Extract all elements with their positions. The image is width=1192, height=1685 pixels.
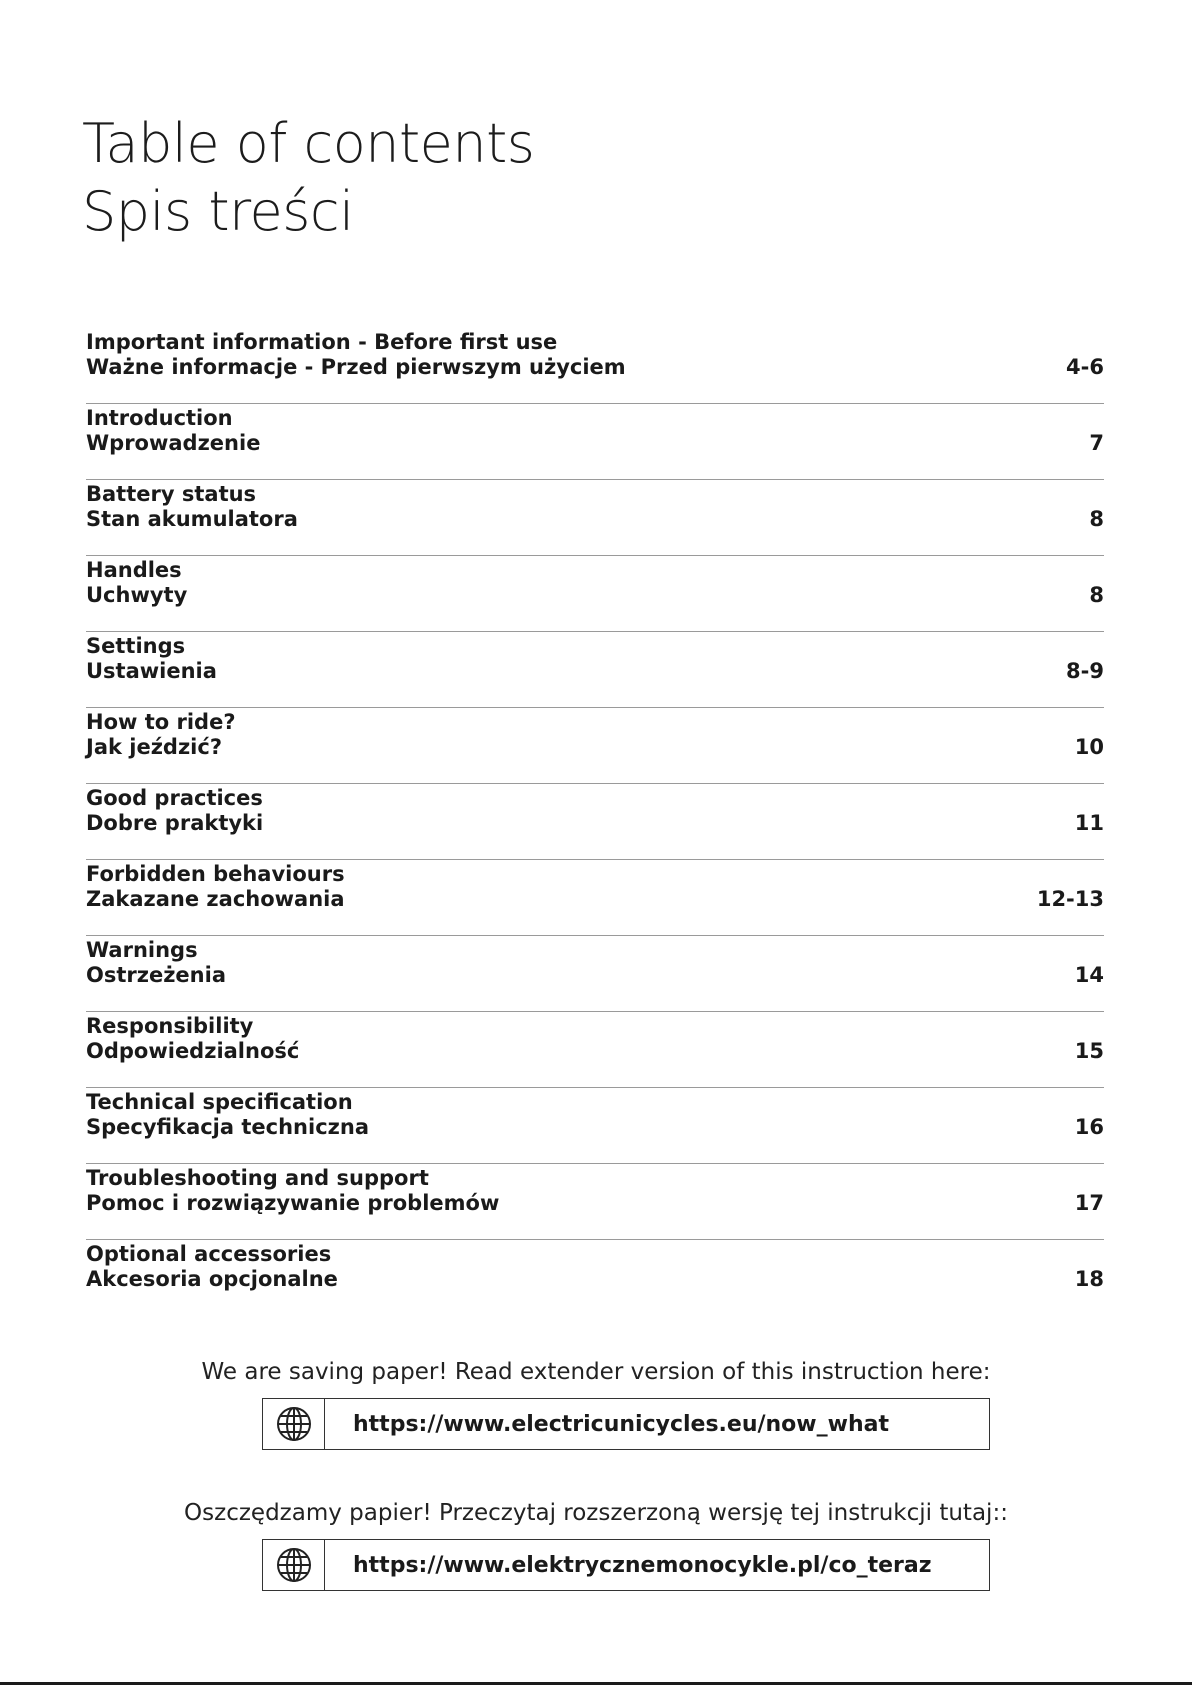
toc-entry[interactable]: [86, 860, 1104, 936]
toc-page-number: 11: [1074, 811, 1104, 835]
toc-page-number: 15: [1074, 1039, 1104, 1063]
table-of-contents: [86, 328, 1104, 1316]
title-english: Table of contents: [82, 112, 535, 175]
toc-title-english: Troubleshooting and support: [86, 1166, 429, 1190]
link-box-english[interactable]: [262, 1398, 990, 1450]
page-title: [82, 110, 534, 246]
title-polish: Spis treści: [82, 180, 354, 243]
toc-title-english: How to ride?: [86, 710, 236, 734]
url-link-polish[interactable]: https://www.elektrycznemonocykle.pl/co_teraz: [353, 1552, 932, 1578]
toc-page-number: 12-13: [1036, 887, 1104, 911]
url-link-english[interactable]: https://www.electricunicycles.eu/now_what: [353, 1411, 889, 1437]
toc-title-english: Settings: [86, 634, 186, 658]
toc-entry[interactable]: [86, 404, 1104, 480]
toc-title-polish: Ostrzeżenia: [86, 963, 226, 987]
toc-entry[interactable]: [86, 556, 1104, 632]
toc-title-polish: Zakazane zachowania: [86, 887, 345, 911]
toc-title-english: Technical specification: [86, 1090, 353, 1114]
globe-icon: [263, 1540, 325, 1590]
toc-entry[interactable]: [86, 784, 1104, 860]
toc-page-number: 18: [1074, 1267, 1104, 1291]
toc-title-english: Warnings: [86, 938, 198, 962]
toc-title-polish: Ważne informacje - Przed pierwszym użyciem: [86, 355, 626, 379]
link-box-polish[interactable]: [262, 1539, 990, 1591]
toc-title-english: Introduction: [86, 406, 233, 430]
toc-page-number: 8-9: [1066, 659, 1104, 683]
toc-entry[interactable]: [86, 1240, 1104, 1316]
toc-title-polish: Stan akumulatora: [86, 507, 298, 531]
toc-title-polish: Jak jeździć?: [86, 735, 223, 759]
toc-page-number: 4-6: [1066, 355, 1104, 379]
toc-title-polish: Akcesoria opcjonalne: [86, 1267, 338, 1291]
toc-title-polish: Wprowadzenie: [86, 431, 261, 455]
toc-entry[interactable]: [86, 632, 1104, 708]
toc-title-polish: Dobre praktyki: [86, 811, 264, 835]
toc-page-number: 8: [1089, 583, 1104, 607]
toc-entry[interactable]: [86, 1012, 1104, 1088]
toc-entry[interactable]: [86, 708, 1104, 784]
toc-page-number: 8: [1089, 507, 1104, 531]
toc-entry[interactable]: [86, 1088, 1104, 1164]
notice-polish: Oszczędzamy papier! Przeczytaj rozszerzoną wersję tej instrukcji tutaj::: [184, 1500, 1008, 1526]
toc-entry[interactable]: [86, 1164, 1104, 1240]
toc-title-english: Responsibility: [86, 1014, 254, 1038]
toc-title-polish: Specyfikacja techniczna: [86, 1115, 369, 1139]
toc-title-english: Important information - Before first use: [86, 330, 558, 354]
toc-title-polish: Uchwyty: [86, 583, 188, 607]
globe-icon: [263, 1399, 325, 1449]
notice-english: We are saving paper! Read extender version of this instruction here:: [201, 1359, 991, 1385]
toc-page-number: 17: [1074, 1191, 1104, 1215]
toc-title-english: Forbidden behaviours: [86, 862, 345, 886]
toc-entry[interactable]: [86, 936, 1104, 1012]
toc-entry[interactable]: [86, 328, 1104, 404]
toc-title-english: Handles: [86, 558, 182, 582]
toc-entry[interactable]: [86, 480, 1104, 556]
toc-title-english: Good practices: [86, 786, 263, 810]
toc-title-polish: Pomoc i rozwiązywanie problemów: [86, 1191, 500, 1215]
toc-title-english: Battery status: [86, 482, 257, 506]
toc-page-number: 7: [1089, 431, 1104, 455]
toc-page-number: 16: [1074, 1115, 1104, 1139]
toc-title-polish: Odpowiedzialność: [86, 1039, 300, 1063]
toc-page-number: 10: [1074, 735, 1104, 759]
toc-title-polish: Ustawienia: [86, 659, 217, 683]
toc-title-english: Optional accessories: [86, 1242, 332, 1266]
toc-page-number: 14: [1074, 963, 1104, 987]
